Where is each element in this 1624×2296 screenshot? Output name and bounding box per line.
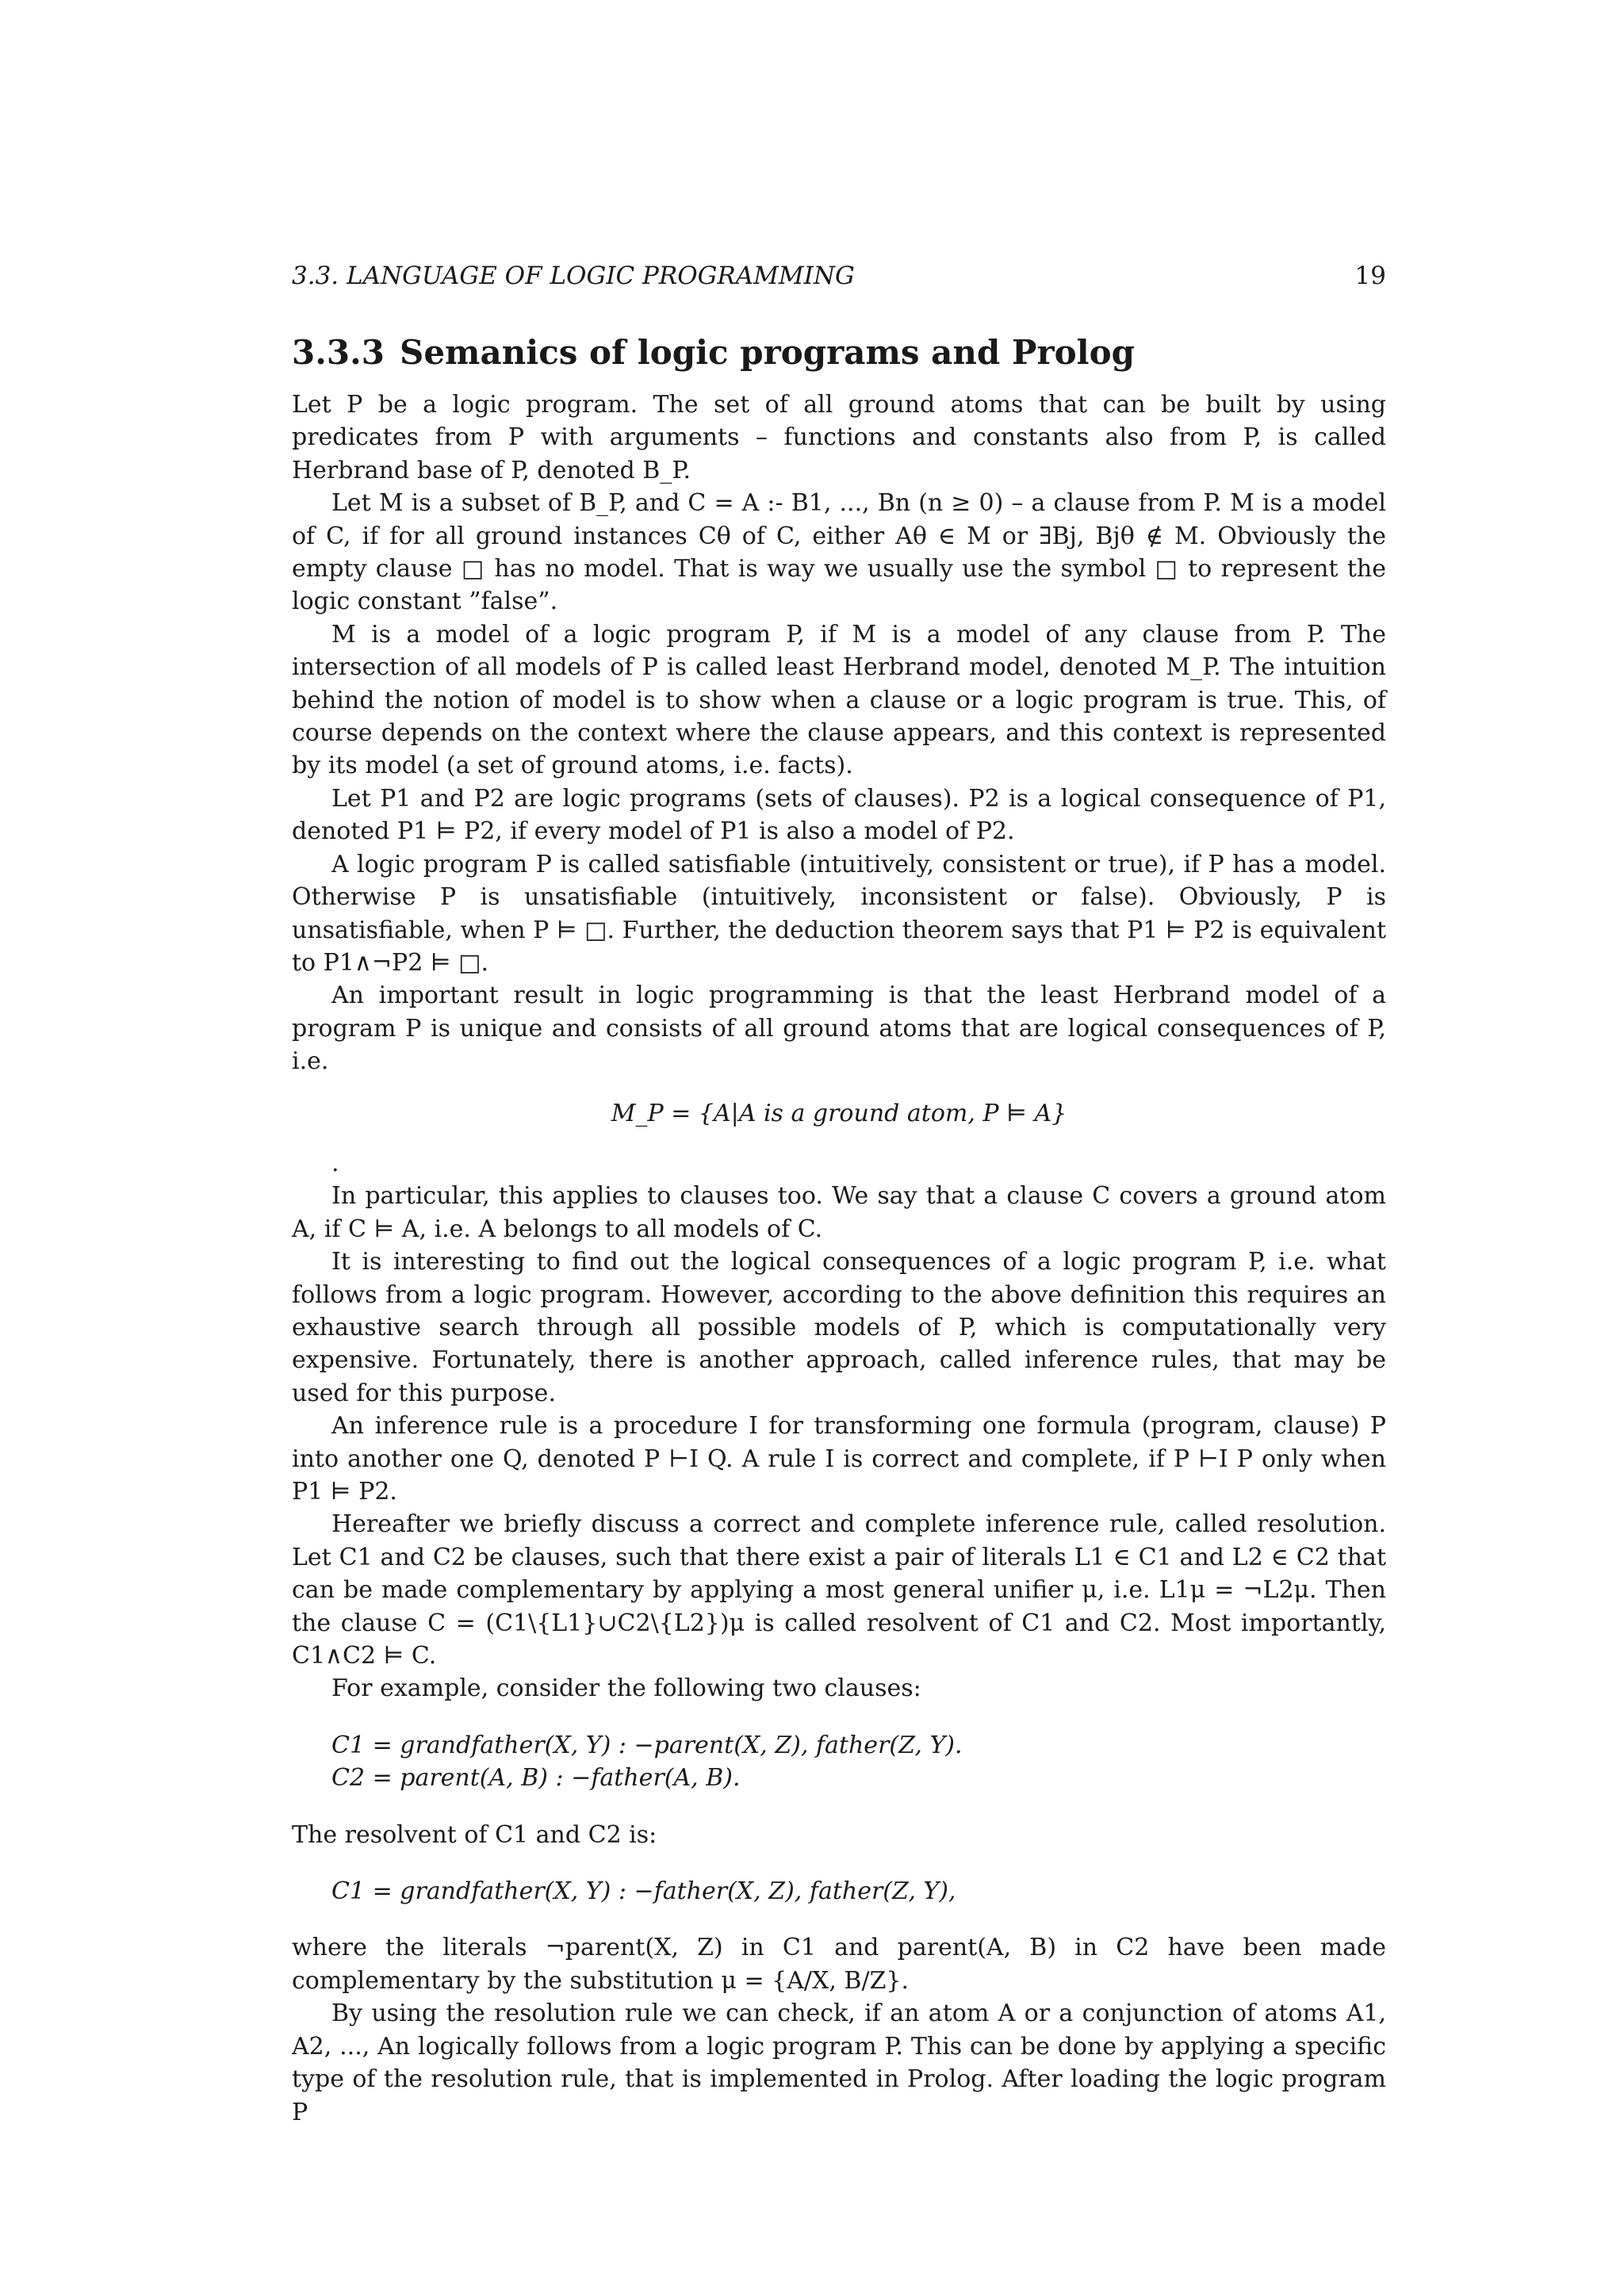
paragraph: Let M is a subset of B_P, and C = A :- B1, ..., Bn (n ≥ 0) – a clause from P. M is a model of C, if for all ground instances Cθ of C, either Aθ ∈ M or ∃Bj, Bjθ ∉ M. Obviously the empty clause □ has no model. That is way we usually use the symbol □ to represent the logic constant ”false”. [292, 489, 1386, 616]
paragraph: M is a model of a logic program P, if M is a model of any clause from P. The intersection of all models of P is called least Herbrand model, denoted M_P. The intuition behind the notion of model is to show when a clause or a logic program is true. This, of course depends on the context where the clause appears, and this context is represented by its model (a set of ground atoms, i.e. facts). [292, 620, 1386, 780]
paragraph: For example, consider the following two clauses: [331, 1674, 921, 1703]
section-title: Semanics of logic programs and Prolog [400, 333, 1135, 372]
section-heading [292, 333, 1135, 372]
resolvent-equation [331, 1875, 1386, 1908]
clause-c1: C1 = grandfather(X, Y) : −parent(X, Z), father(Z, Y). [331, 1731, 963, 1759]
paragraph: An inference rule is a procedure I for transforming one formula (program, clause) P into another one Q, denoted P ⊢I Q. A rule I is correct and complete, if P ⊢I P only when P1 ⊨ P2. [292, 1412, 1386, 1506]
paragraph: Let P1 and P2 are logic programs (sets of clauses). P2 is a logical consequence of P1, denoted P1 ⊨ P2, if every model of P1 is also a model of P2. [292, 784, 1386, 846]
equation-least-herbrand-model: M_P = {A|A is a ground atom, P ⊨ A} [611, 1099, 1067, 1127]
paragraph: An important result in logic programming is that the least Herbrand model of a program P is unique and consists of all ground atoms that are logical consequences of P, i.e. [292, 982, 1386, 1076]
clause-c2: C2 = parent(A, B) : −father(A, B). [331, 1764, 741, 1793]
body-text [292, 388, 1386, 2129]
running-title: 3.3. LANGUAGE OF LOGIC PROGRAMMING [292, 262, 855, 290]
page-number: 19 [1354, 262, 1386, 290]
paragraph: where the literals ¬parent(X, Z) in C1 and parent(A, B) in C2 have been made complementary by the substitution μ = {A/X, B/Z}. [292, 1934, 1386, 1995]
period-mark: . [331, 1149, 339, 1177]
paragraph: It is interesting to find out the logical consequences of a logic program P, i.e. what follows from a logic program. However, according to the above definition this requires an exhaustive search through all possible models of P, which is computationally very expensive. Fortunately, there is another approach, called inference rules, that may be used for this purpose. [292, 1248, 1386, 1407]
section-number: 3.3.3 [292, 333, 385, 372]
paragraph: Hereafter we briefly discuss a correct and complete inference rule, called resolution. Let C1 and C2 be clauses, such that there exist a pair of literals L1 ∈ C1 and L2 ∈ C2 that can be made complementary by applying a most general unifier μ, i.e. L1μ = ¬L2μ. Then the clause C = (C1\{L1}∪C2\{L2})μ is called resolvent of C1 and C2. Most importantly, C1∧C2 ⊨ C. [292, 1510, 1386, 1670]
resolvent-intro: The resolvent of C1 and C2 is: [292, 1820, 657, 1849]
paragraph: By using the resolution rule we can check, if an atom A or a conjunction of atoms A1, A2, ..., An logically follows from a logic program P. This can be done by applying a specific type of the resolution rule, that is implemented in Prolog. After loading the logic program P [292, 1999, 1386, 2126]
clause-block [331, 1729, 1386, 1795]
paragraph: Let P be a logic program. The set of all ground atoms that can be built by using predicates from P with arguments – functions and constants also from P, is called Herbrand base of P, denoted B_P. [292, 391, 1386, 484]
running-header [292, 262, 1386, 293]
resolvent-clause: C1 = grandfather(X, Y) : −father(X, Z), father(Z, Y), [331, 1877, 956, 1906]
paragraph: In particular, this applies to clauses too. We say that a clause C covers a ground atom A, if C ⊨ A, i.e. A belongs to all models of C. [292, 1182, 1386, 1243]
paragraph: A logic program P is called satisfiable (intuitively, consistent or true), if P has a model. Otherwise P is unsatisfiable (intuitively, inconsistent or false). Obviously, P is unsatisfiable, when P ⊨ □. Further, the deduction theorem says that P1 ⊨ P2 is equivalent to P1∧¬P2 ⊨ □. [292, 850, 1387, 977]
